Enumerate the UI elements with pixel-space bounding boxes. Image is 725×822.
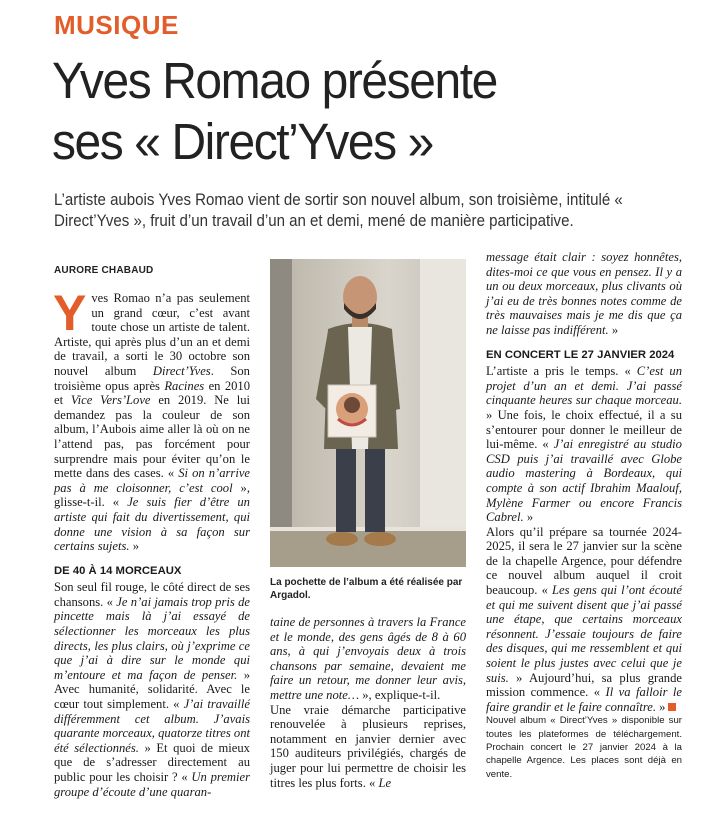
- end-mark-icon: [668, 703, 676, 711]
- article-column-1: [53, 285, 251, 799]
- standfirst: L’artiste aubois Yves Romao vient de sortir son nouvel album, son troisième, intitulé « Direct’Yves », fruit d’un travail d’un an et demi, mené de manière participative.: [54, 191, 623, 230]
- paragraph: Une vraie démarche participative renouvelée à plusieurs reprises, notamment en janvier dernier avec 150 auditeurs privilégiés, chargés de juger pour lui permettre de choisir les titres les plus forts. « Le: [270, 702, 466, 790]
- article-photo: [270, 259, 466, 567]
- drop-cap: Y: [53, 285, 87, 341]
- paragraph: taine de personnes à travers la France et le monde, des gens âgés de 8 à 60 ans, à qui j’envoyais deux à trois chansons par semaine, devaient me faire un retour, me donner leur avis, mettre une note… », explique-t-il.: [270, 615, 466, 702]
- photo-caption: La pochette de l’album a été réalisée par Argadol.: [270, 577, 463, 601]
- article-column-3: [486, 250, 682, 781]
- paragraph: message était clair : soyez honnêtes, dites-moi ce que vous en pensez. Il y a un ou deux morceaux, plus clivants où j’ai eu de très bonnes notes comme de très mauvaises mais je me dis que ça ne laisse pas indifférent. »: [486, 250, 682, 337]
- article-column-2: [270, 615, 466, 790]
- subheading: EN CONCERT LE 27 JANVIER 2024: [486, 348, 675, 361]
- headline: [52, 50, 672, 172]
- paragraph: Son seul fil rouge, le côté direct de ses chansons. « Je n’ai jamais trop pris de pincette mais là j’ai essayé de sélectionner les morceaux les plus directs, les plus clairs, où j’exprime ce que j’ai à dire sur le monde qui m’entoure et ma façon de penser. » Avec humanité, solidarité. Avec le cœur tout simplement. « J’ai travaillé différemment cet album. J’avais quarante morceaux, quatorze titres ont été sélectionnés. » Et quoi de mieux que de s’adresser directement au public pour les choisir ? « Un premier groupe d’écoute d’une quaran-: [54, 580, 251, 799]
- paragraph: L’artiste a pris le temps. « C’est un projet d’un an et demi. J’ai passé cinquante heures sur chaque morceau. » Une fois, le choix effectué, il a su s’entourer pour donner le meilleur de lui-même. « J’ai enregistré au studio CSD puis j’ai travaillé avec Globe audio mastering à Bordeaux, qui compte à son actif Ibrahim Maalouf, Mylène Farmer ou encore Francis Cabrel. »: [486, 364, 682, 525]
- subheading: DE 40 À 14 MORCEAUX: [54, 564, 182, 577]
- byline: AURORE CHABAUD: [54, 265, 154, 276]
- headline-line-2: ses « Direct’Yves »: [52, 113, 433, 170]
- headline-line-1: Yves Romao présente: [52, 52, 497, 109]
- paragraph: Yves Romao n’a pas seulement un grand cœur, c’est avant toute chose un artiste de talent. Artiste, qui après plus d’un an et demi de travail, a sorti le 30 octobre son nouvel album Direct’Yves. Son troisième opus après Racines en 2010 et Vice Vers’Love en 2019. Ne lui demandez pas la couleur de son album, l’Aubois aime aller là où on ne l’attend pas, pas forcément pour surprendre mais pour éviter qu’on le mette dans des cases. « Si on n’arrive pas à me cloisonner, c’est cool », glisse-t-il. « Je suis fier d’être un artiste qui fait du divertissement, qui donne une vision à sa façon sur certains sujets. »: [53, 285, 251, 554]
- section-rubric: MUSIQUE: [54, 10, 179, 40]
- info-note: Nouvel album « Direct’Yves » disponible sur toutes les plateformes de téléchargement. Prochain concert le 27 janvier 2024 à la chapelle Argence. Les places sont déjà en vente.: [486, 715, 682, 780]
- paragraph: Alors qu’il prépare sa tournée 2024-2025, il sera le 27 janvier sur la scène de la chapelle Argence, pour défendre ce nouvel album auquel il croit beaucoup. « Les gens qui l’ont écouté et qui me suivent disent que j’ai passé une étape, que certains morceaux résonnent. J’essaie toujours de faire des disques, qui me ressemblent et qui soient le plus justes avec celui que je suis. » Aujourd’hui, sa plus grande mission commence. « Il va falloir le faire grandir et le faire connaître. »: [486, 524, 683, 714]
- photo-illustration: [270, 259, 466, 567]
